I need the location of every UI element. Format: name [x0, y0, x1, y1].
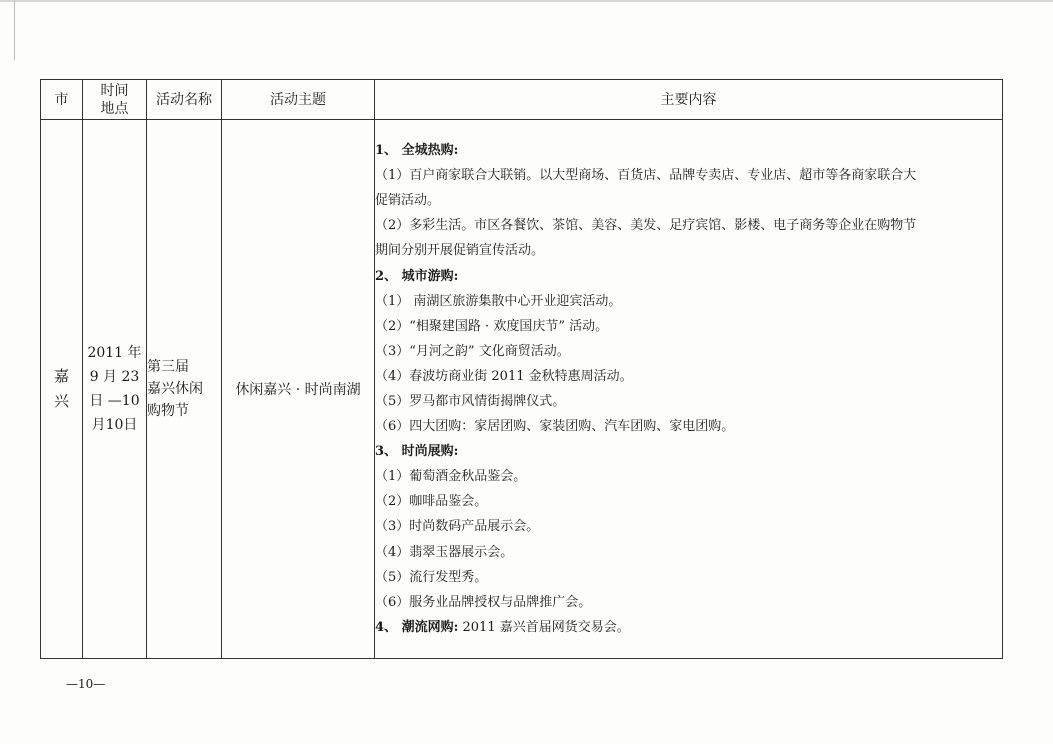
table-header-row [41, 80, 1003, 120]
table-row [41, 120, 1003, 659]
activity-theme-cell: 休闲嘉兴 · 时尚南湖 [222, 120, 375, 659]
header-activity-theme: 活动主题 [222, 80, 375, 120]
scan-left-edge [14, 0, 15, 60]
scan-top-edge [0, 0, 1053, 2]
content-line: （3）“月河之韵” 文化商贸活动。 [375, 343, 570, 359]
header-time-place [83, 80, 147, 120]
content-line-text: 2011 嘉兴首届网货交易会。 [462, 619, 630, 635]
content-line: （3）时尚数码产品展示会。 [375, 519, 540, 535]
content-line: （5）流行发型秀。 [375, 569, 488, 585]
content-line: （4）春波坊商业街 2011 金秋特惠周活动。 [375, 368, 633, 384]
name-line: 购物节 [147, 403, 189, 419]
city-char-1: 嘉 [54, 367, 70, 385]
content-line [375, 615, 1002, 640]
header-city: 市 [41, 80, 83, 120]
main-content-cell [375, 120, 1003, 659]
header-activity-name: 活动名称 [147, 80, 222, 120]
time-line: 月10日 [91, 417, 138, 433]
city-char-2: 兴 [54, 392, 70, 410]
city-cell [41, 120, 83, 659]
section-title: 4、 潮流网购: [375, 619, 459, 635]
content-line: （1） 南湖区旅游集散中心开业迎宾活动。 [375, 293, 622, 309]
content-line: 期间分别开展促销宣传活动。 [375, 243, 545, 259]
content-line: （4）翡翠玉器展示会。 [375, 544, 514, 560]
content-line: （5）罗马都市风情街揭牌仪式。 [375, 394, 566, 409]
time-line: 2011 年 [87, 345, 142, 361]
activity-name-cell [147, 120, 222, 659]
header-time: 时间 [100, 82, 129, 99]
section-title: 3、 时尚展购: [375, 444, 459, 460]
content-line: （1）百户商家联合大联销。以大型商场、百货店、品牌专卖店、专业店、超市等各商家联合大 [375, 168, 917, 184]
content-line: （2）多彩生活。市区各餐饮、茶馆、美容、美发、足疗宾馆、影楼、电子商务等企业在购物节 [375, 218, 917, 234]
page-number: —10— [66, 677, 106, 691]
content-line: 促销活动。 [375, 193, 441, 209]
header-main-content: 主要内容 [375, 80, 1003, 120]
content-line: （2）咖啡品鉴会。 [375, 494, 488, 510]
content-line: （2）“相聚建国路 · 欢度国庆节” 活动。 [375, 318, 609, 334]
header-place: 地点 [100, 100, 129, 117]
time-line: 日 —10 [89, 393, 140, 409]
section-title: 2、 城市游购: [375, 268, 459, 284]
content-line: （1）葡萄酒金秋品鉴会。 [375, 469, 527, 485]
content-line: （6）四大团购：家居团购、家装团购、汽车团购、家电团购。 [375, 419, 735, 435]
name-line: 第三届 [147, 359, 189, 375]
content-line: （6）服务业品牌授权与品牌推广会。 [375, 594, 592, 610]
time-line: 9 月 23 [89, 369, 140, 385]
section-title: 1、 全城热购: [375, 143, 459, 159]
time-cell [83, 120, 147, 659]
name-line: 嘉兴休闲 [147, 381, 203, 397]
activity-table [40, 79, 1003, 659]
